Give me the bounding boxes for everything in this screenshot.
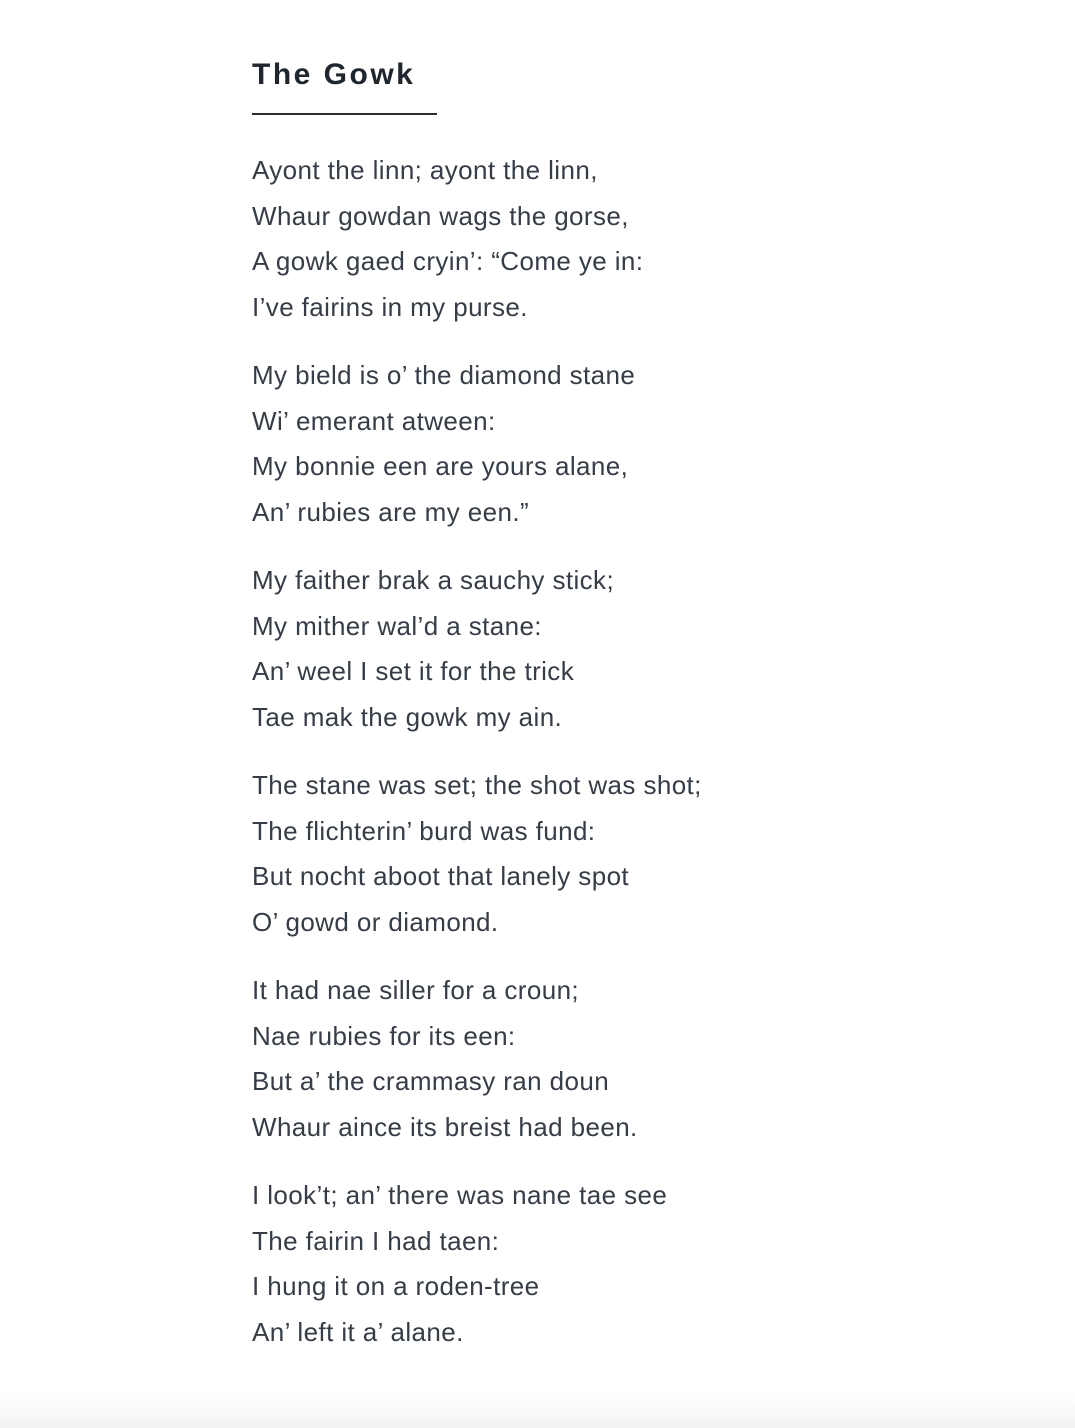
stanza-1 bbox=[252, 148, 1075, 330]
poem-line: An’ rubies are my een.” bbox=[252, 496, 530, 527]
poem-line: Whaur aince its breist had been. bbox=[252, 1111, 638, 1142]
poem-line: Tae mak the gowk my ain. bbox=[252, 701, 563, 732]
poem-line: My mither wal’d a stane: bbox=[252, 610, 542, 641]
stanza-4 bbox=[252, 763, 1075, 945]
poem-line: O’ gowd or diamond. bbox=[252, 906, 499, 937]
poem-title: The Gowk bbox=[252, 58, 416, 91]
title-underline bbox=[252, 113, 437, 115]
poem-line: Nae rubies for its een: bbox=[252, 1020, 516, 1051]
poem-line: My bonnie een are yours alane, bbox=[252, 451, 629, 481]
poem-line: Whaur gowdan wags the gorse, bbox=[252, 200, 629, 231]
poem-line: But a’ the crammasy ran doun bbox=[252, 1066, 610, 1096]
poem-line: A gowk gaed cryin’: “Come ye in: bbox=[252, 246, 644, 276]
poem-line: I look’t; an’ there was nane tae see bbox=[252, 1180, 668, 1210]
poem-line: My faither brak a sauchy stick; bbox=[252, 565, 615, 595]
poem-line: But nocht aboot that lanely spot bbox=[252, 861, 630, 891]
poem-line: It had nae siller for a croun; bbox=[252, 975, 580, 1005]
stanza-6 bbox=[252, 1173, 1075, 1355]
poem-line: The flichterin’ burd was fund: bbox=[252, 815, 596, 846]
poem-line: My bield is o’ the diamond stane bbox=[252, 360, 636, 390]
bottom-edge-shadow bbox=[0, 1392, 1075, 1428]
stanza-3 bbox=[252, 558, 1075, 740]
poem-line: An’ left it a’ alane. bbox=[252, 1316, 464, 1347]
poem-line: Wi’ emerant atween: bbox=[252, 405, 496, 436]
poem-line: I’ve fairins in my purse. bbox=[252, 291, 528, 322]
poem-line: The fairin I had taen: bbox=[252, 1225, 500, 1256]
stanza-2 bbox=[252, 353, 1075, 535]
poem-line: I hung it on a roden-tree bbox=[252, 1271, 540, 1301]
poem-line: The stane was set; the shot was shot; bbox=[252, 770, 702, 800]
poem-line: An’ weel I set it for the trick bbox=[252, 656, 575, 686]
stanza-5 bbox=[252, 968, 1075, 1150]
poem-line: Ayont the linn; ayont the linn, bbox=[252, 155, 598, 185]
